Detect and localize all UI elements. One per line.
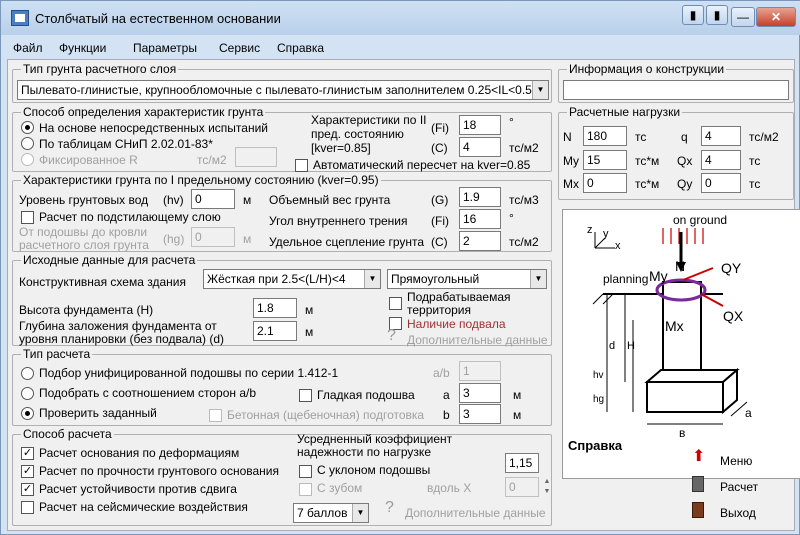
b-symbol: в [679,426,686,440]
soil1-group [12,173,552,252]
calc-ratio-radio[interactable] [21,387,34,400]
menu-bar [7,39,793,59]
help-title: Справка [568,438,623,453]
close-button[interactable]: ✕ [756,7,796,27]
soil-type-select[interactable] [17,80,549,100]
under-layer-checkbox[interactable] [21,211,34,224]
fi2-unit: ° [509,115,514,129]
chevron-down-icon: ▼ [364,270,380,288]
q-label: q [681,130,688,144]
mined-checkbox[interactable] [389,297,402,310]
calc-check-radio[interactable] [21,407,34,420]
fixed-r-input[interactable] [235,147,277,167]
depth-label-1: От подошвы до кровли [19,225,148,239]
char2-title-2: пред. состоянию [311,127,404,141]
method-fixed-radio[interactable] [21,153,34,166]
mined-label-2: территория [407,303,471,317]
chevron-down-icon: ▼ [352,504,368,522]
minimize-button[interactable]: — [731,7,755,27]
extra-button-2[interactable]: ▮ [706,5,728,25]
slope-checkbox[interactable] [299,465,312,478]
depth-label-2: расчетного слоя грунта [19,238,149,252]
calc-method-group [12,427,552,526]
fi2-symbol: (Fi) [431,121,449,135]
depth-unit: м [243,232,252,246]
info-group [558,62,794,103]
scheme-value: Жёсткая при 2.5<(L/H)<4 [207,272,346,286]
calc-ratio-label: Подобрать с соотношением сторон a/b [39,386,257,400]
smooth-checkbox[interactable] [299,389,312,402]
strength-label: Расчет по прочности грунтового основания [39,464,280,478]
mx-label: Mx [563,177,579,191]
my-input[interactable]: 15 [583,150,627,170]
b-label: b [443,408,450,422]
scheme-select[interactable] [203,269,381,289]
coef-label-2: надежности по нагрузке [297,445,431,459]
shear-checkbox[interactable]: ✓ [22,483,33,495]
under-layer-label: Расчет по подстилающему слою [39,210,221,224]
fixed-r-unit: тс/м2 [197,153,227,167]
char2-title-1: Характеристики по II [311,113,427,127]
soil-type-value: Пылевато-глинистые, крупнообломочные с пылевато-глинистым заполнителем 0.25<IL<0.5 [21,83,532,97]
deform-checkbox[interactable]: ✓ [22,447,33,459]
info-input[interactable] [563,80,789,100]
planning-label: planning [603,272,649,286]
a-unit: м [513,388,522,402]
n-symbol: N [675,258,686,274]
chevron-down-icon: ▼ [530,270,546,288]
mx-input[interactable]: 0 [583,173,627,193]
d-symbol: d [609,340,616,352]
strength-checkbox[interactable]: ✓ [22,465,33,477]
qx-input[interactable]: 4 [701,150,741,170]
window-title: Столбчатый на естественном основании [35,11,281,26]
ab-label: a/b [433,366,450,380]
menu-parameters[interactable]: Параметры [133,41,197,55]
menu-service[interactable]: Сервис [219,41,261,55]
qx-unit: тс [749,154,761,168]
along-label: вдоль X [427,481,472,495]
chevron-down-icon: ▼ [532,81,548,99]
d-unit: м [305,325,314,339]
qx-symbol: QX [723,308,744,324]
depth-symbol: (hg) [163,232,185,246]
z-axis-label: z [587,224,593,236]
coef-input[interactable]: 1,15 [505,453,539,473]
b-unit: м [513,408,522,422]
qy-label: Qy [677,177,693,191]
gw-input[interactable]: 0 [191,189,235,209]
help-icon[interactable]: ? [385,499,394,516]
exit-action-label[interactable]: Выход [720,506,756,520]
fi1-input[interactable]: 16 [459,209,501,229]
c2-symbol: (C) [431,141,448,155]
calc-type-group [12,347,552,426]
c1-symbol: (C) [431,235,448,249]
calc-unified-radio[interactable] [21,367,34,380]
calculator-icon[interactable] [692,476,704,492]
n-unit: тс [635,130,647,144]
smooth-label: Гладкая подошва [317,388,415,402]
gw-label: Уровень грунтовых вод [19,193,149,207]
title-bar [1,1,800,35]
b-input[interactable]: 3 [459,404,501,424]
menu-action-label[interactable]: Меню [720,454,753,468]
calc-check-label: Проверить заданный [39,406,157,420]
ab-input[interactable]: 1 [459,361,501,381]
soil1-label: Характеристики грунта по I предельному состоянию (kver=0.95) [23,173,379,187]
seismic-label: Расчет на сейсмические воздействия [39,500,248,514]
help-icon[interactable]: ? [387,327,396,344]
calc-method-label: Способ расчета [23,427,112,441]
my-symbol: My [649,268,668,284]
g-input[interactable]: 1.9 [459,187,501,207]
a-label: a [443,388,450,402]
qy-input[interactable]: 0 [701,173,741,193]
concrete-label: Бетонная (щебеночная) подготовка [227,408,425,422]
tooth-label: С зубом [317,481,363,495]
d-label-1: Глубина заложения фундамента от [19,319,217,333]
c1-label: Удельное сцепление грунта [269,235,425,249]
g-label: Объемный вес грунта [269,193,391,207]
fi2-input[interactable]: 18 [459,115,501,135]
shear-label: Расчет устойчивости против сдвига [39,482,237,496]
g-unit: тс/м3 [509,193,539,207]
n-input[interactable]: 180 [583,126,627,146]
seismic-checkbox[interactable] [21,501,34,514]
source-group [12,253,552,347]
h-symbol: H [627,340,635,352]
q-unit: тс/м2 [749,130,779,144]
fi1-unit: ° [509,211,514,225]
menu-help[interactable]: Справка [277,41,325,55]
deform-label: Расчет основания по деформациям [39,446,240,460]
method-snip-label: По таблицам СНиП 2.02.01-83* [39,137,213,151]
g-symbol: (G) [431,193,449,207]
method-direct-label: На основе непосредственных испытаний [39,121,268,135]
calc-unified-label: Подбор унифицированной подошвы по серии 1.412-1 [39,366,339,380]
my-unit: тс*м [635,154,660,168]
shape-value: Прямоугольный [391,272,480,286]
extra-button-1[interactable]: ▮ [682,5,704,25]
depth-input[interactable]: 0 [191,227,235,247]
fi1-label: Угол внутреннего трения [269,214,408,228]
loads-group [558,105,794,200]
hv-symbol: hv [593,370,604,381]
method-extra-label[interactable]: Дополнительные данные [405,506,546,520]
method-label: Способ определения характеристик грунта [23,105,264,119]
hg-symbol: hg [593,394,605,405]
c2-input[interactable]: 4 [459,137,501,157]
gw-unit: м [243,193,252,207]
auto-recalc-label: Автоматический пересчет на kver=0.85 [313,158,531,172]
gw-symbol: (hv) [163,193,184,207]
basement-label: Наличие подвала [407,317,506,331]
y-axis-label: y [603,228,609,240]
tooth-input[interactable]: 0 [505,477,539,497]
slope-label: С уклоном подошвы [317,463,431,477]
source-label: Исходные данные для расчета [23,253,196,267]
method-fixed-label: Фиксированное R [39,153,138,167]
menu-file[interactable]: Файл [13,41,43,55]
on-ground-label: on ground [673,213,728,227]
info-label: Информация о конструкции [569,62,725,76]
scheme-label: Конструктивная схема здания [19,275,186,289]
q-input[interactable]: 4 [701,126,741,146]
c1-input[interactable]: 2 [459,231,501,251]
a-input[interactable]: 3 [459,383,501,403]
method-direct-radio[interactable] [21,121,34,134]
coef-label-1: Усредненный коэффициент [297,432,453,446]
client-area [7,59,795,531]
method-group [12,105,552,172]
h-unit: м [305,303,314,317]
mx-symbol: Mx [665,318,684,334]
mx-unit: тс*м [635,177,660,191]
seismic-value: 7 баллов [297,506,348,520]
arrow-up-icon[interactable]: ⬆ [692,448,706,465]
calc-type-label: Тип расчета [23,347,91,361]
source-extra-label[interactable]: Дополнительные данные [407,333,548,347]
soil-layer-label: Тип грунта расчетного слоя [23,62,177,76]
x-axis-label: x [615,240,621,252]
seismic-select[interactable] [293,503,369,523]
a-symbol: a [745,406,752,420]
exit-door-icon[interactable] [692,502,704,518]
d-input[interactable]: 2.1 [253,321,297,341]
app-icon [11,10,29,26]
mined-label-1: Подрабатываемая [407,290,511,304]
tooth-checkbox[interactable] [299,483,312,496]
qy-unit: тс [749,177,761,191]
soil-layer-group [12,62,552,103]
h-label: Высота фундамента (H) [19,303,154,317]
loads-label: Расчетные нагрузки [569,105,681,119]
h-input[interactable]: 1.8 [253,298,297,318]
concrete-checkbox[interactable] [209,409,222,422]
menu-functions[interactable]: Функции [59,41,107,55]
my-label: My [563,154,579,168]
c2-unit: тс/м2 [509,141,539,155]
c1-unit: тс/м2 [509,235,539,249]
kver-note: [kver=0.85] [311,141,371,155]
qx-label: Qx [677,154,693,168]
d-label-2: уровня планировки (без подвала) (d) [19,332,225,346]
n-label: N [563,130,572,144]
fi1-symbol: (Fi) [431,214,449,228]
auto-recalc-checkbox[interactable] [295,159,308,172]
calc-action-label[interactable]: Расчет [720,480,759,494]
shape-select[interactable] [387,269,547,289]
method-snip-radio[interactable] [21,137,34,150]
tooth-spinner[interactable]: ▲ ▼ [543,478,551,495]
qy-symbol: QY [721,260,742,276]
